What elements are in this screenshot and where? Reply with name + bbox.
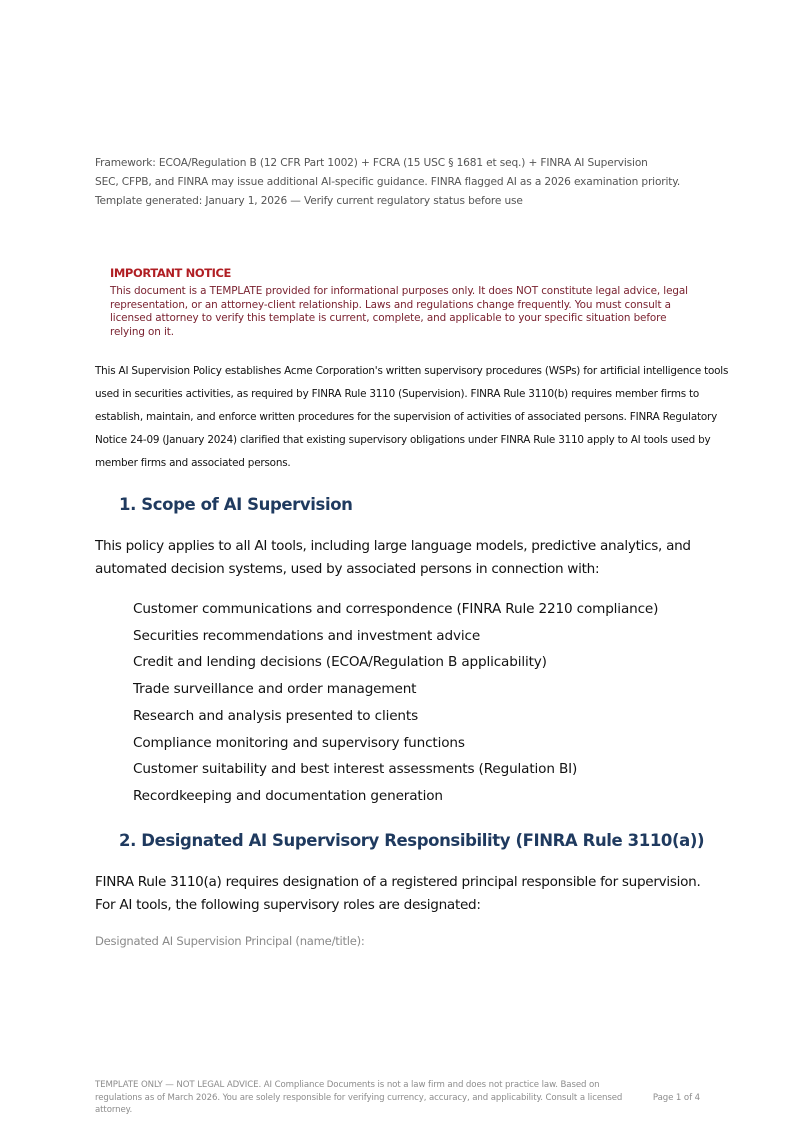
section-heading-designated-responsibility: 2. Designated AI Supervisory Responsibility (FINRA Rule 3110(a)) <box>119 831 705 850</box>
section-heading-scope: 1. Scope of AI Supervision <box>119 495 353 514</box>
framework-line: Framework: ECOA/Regulation B (12 CFR Part 1002) + FCRA (15 USC § 1681 et seq.) + FINRA AI Supervision <box>95 157 648 169</box>
list-item: Credit and lending decisions (ECOA/Regulation B applicability) <box>133 654 547 671</box>
list-item: Recordkeeping and documentation generation <box>133 787 443 804</box>
notice-title: IMPORTANT NOTICE <box>110 266 232 280</box>
list-item: Compliance monitoring and supervisory functions <box>133 734 465 751</box>
guidance-line: SEC, CFPB, and FINRA may issue additional AI-specific guidance. FINRA flagged AI as a 2026 examination priority. <box>95 176 681 188</box>
page-number: Page 1 of 4 <box>652 1092 700 1103</box>
scope-paragraph: This policy applies to all AI tools, including large language models, predictive analytics, and automated decision systems, used by associated persons in connection with: <box>95 538 691 577</box>
list-item: Customer suitability and best interest assessments (Regulation BI) <box>133 761 578 778</box>
page-footer <box>95 1079 705 1117</box>
footer-disclaimer: TEMPLATE ONLY — NOT LEGAL ADVICE. AI Compliance Documents is not a law firm and does not practice law. Based on regulations as of March 2026. You are solely responsible for verifying currency, accuracy, and applicability. Consult a licensed attorney. <box>95 1080 623 1115</box>
scope-list <box>133 596 658 810</box>
framework-header <box>95 154 715 211</box>
principal-field-label: Designated AI Supervision Principal (name/title): <box>95 934 365 948</box>
intro-paragraph: This AI Supervision Policy establishes Acme Corporation's written supervisory procedures (WSPs) for artificial intelligence tools used in securities activities, as required by FINRA Rule 3110 (Supervision). FINRA Rule 3110(b) requires member firms to establish, maintain, and enforce written procedures for the supervision of activities of associated persons. FINRA Regulatory Notice 24-09 (January 2024) clarified that existing supervisory obligations under FINRA Rule 3110 apply to AI tools used by member firms and associated persons. <box>95 365 729 469</box>
list-item: Research and analysis presented to clients <box>133 707 419 724</box>
list-item: Securities recommendations and investment advice <box>133 627 481 644</box>
important-notice <box>110 265 690 339</box>
generated-date-line: Template generated: January 1, 2026 — Verify current regulatory status before use <box>95 195 523 207</box>
designation-paragraph: FINRA Rule 3110(a) requires designation of a registered principal responsible for supervision. For AI tools, the following supervisory roles are designated: <box>95 874 701 913</box>
notice-body: This document is a TEMPLATE provided for informational purposes only. It does NOT constitute legal advice, legal representation, or an attorney-client relationship. Laws and regulations change frequently. You must consult a licensed attorney to verify this template is current, complete, and applicable to your specific situation before relying on it. <box>110 285 688 338</box>
list-item: Customer communications and correspondence (FINRA Rule 2210 compliance) <box>133 601 659 617</box>
list-item: Trade surveillance and order management <box>133 681 417 698</box>
